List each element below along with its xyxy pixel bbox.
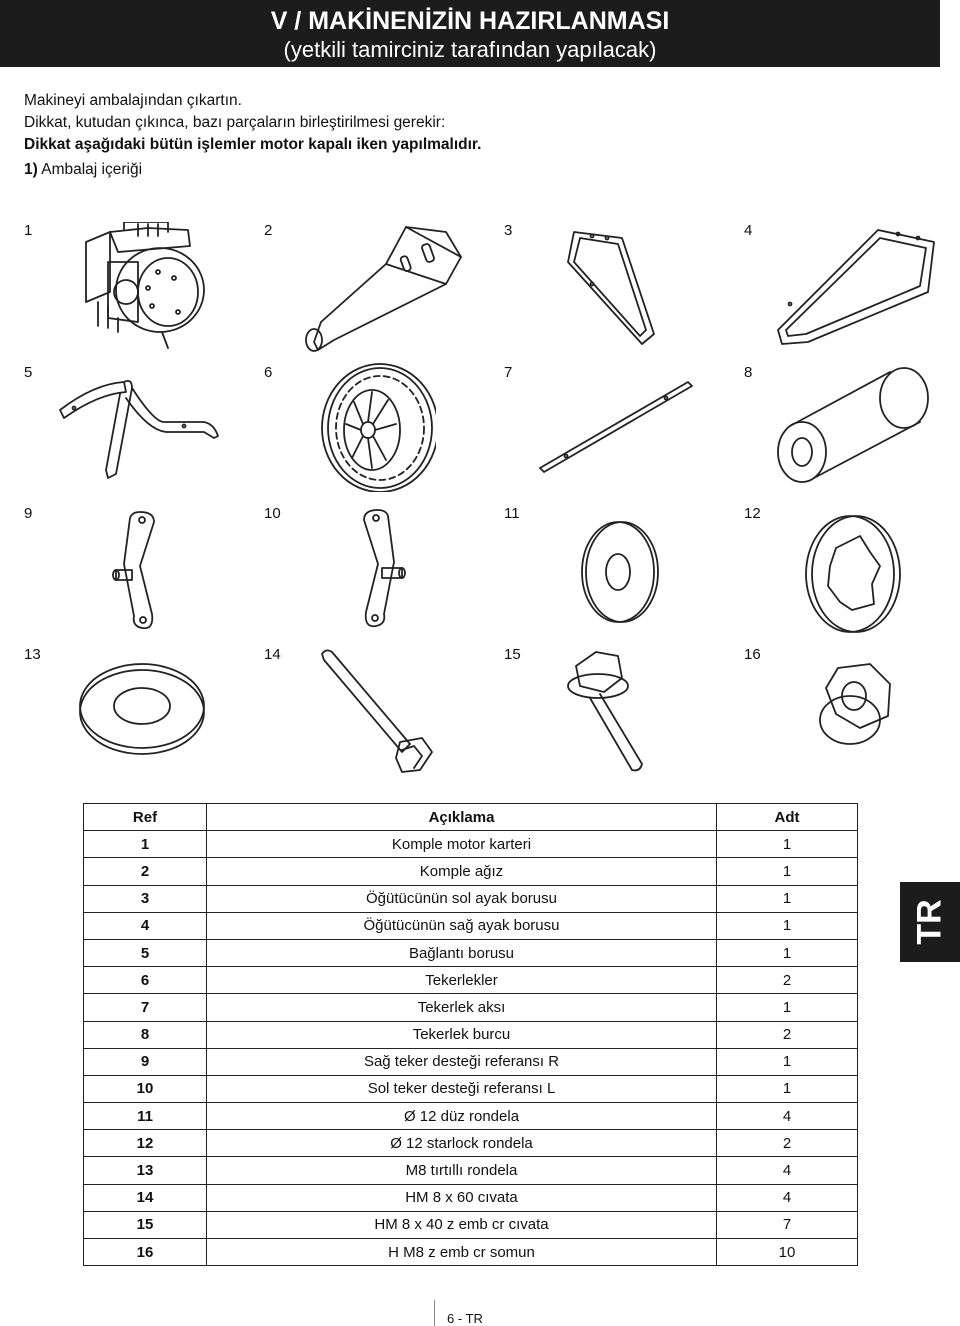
row-ref: 3 — [84, 885, 207, 912]
page-subtitle: (yetkili tamirciniz tarafından yapılacak) — [283, 37, 657, 62]
table-row — [84, 1130, 858, 1157]
page-title: V / MAKİNENİZİN HAZIRLANMASI — [270, 7, 670, 35]
section-heading — [24, 161, 142, 179]
row-ref: 16 — [84, 1239, 207, 1266]
fig-number-5: 5 — [24, 364, 33, 381]
table-row — [84, 1103, 858, 1130]
fig-number-1: 1 — [24, 222, 33, 239]
chute-drawing — [296, 222, 466, 354]
wheel-bushing-drawing — [774, 366, 934, 490]
connecting-tube-drawing — [54, 374, 220, 486]
section-title: Ambalaj içeriği — [41, 161, 143, 178]
row-ref: 13 — [84, 1157, 207, 1184]
wheel-drawing — [316, 362, 436, 492]
row-qty: 4 — [717, 1157, 858, 1184]
row-qty: 7 — [717, 1211, 858, 1238]
row-description: HM 8 x 40 z emb cr cıvata — [207, 1211, 717, 1238]
row-ref: 1 — [84, 831, 207, 858]
row-ref: 14 — [84, 1184, 207, 1211]
page-header — [0, 0, 940, 67]
fig-number-4: 4 — [744, 222, 753, 239]
row-description: Bağlantı borusu — [207, 939, 717, 966]
table-row — [84, 967, 858, 994]
table-header-row — [84, 804, 858, 831]
fig-number-14: 14 — [264, 646, 281, 663]
fig-number-15: 15 — [504, 646, 521, 663]
table-row — [84, 1184, 858, 1211]
fig-number-13: 13 — [24, 646, 41, 663]
row-ref: 7 — [84, 994, 207, 1021]
fig-number-11: 11 — [504, 505, 520, 522]
row-qty: 1 — [717, 912, 858, 939]
fig-number-12: 12 — [744, 505, 761, 522]
row-ref: 2 — [84, 858, 207, 885]
fig-number-16: 16 — [744, 646, 761, 663]
fig-number-10: 10 — [264, 505, 281, 522]
row-ref: 8 — [84, 1021, 207, 1048]
wheel-axle-drawing — [536, 376, 696, 476]
row-description: Tekerlek burcu — [207, 1021, 717, 1048]
row-qty: 1 — [717, 1048, 858, 1075]
right-wheel-support-drawing — [110, 506, 162, 634]
motor-housing-drawing — [78, 222, 213, 350]
table-row — [84, 885, 858, 912]
language-tab — [900, 882, 960, 962]
flat-washer-drawing — [578, 516, 662, 626]
flange-bolt-drawing — [566, 646, 656, 776]
row-qty: 4 — [717, 1103, 858, 1130]
row-ref: 12 — [84, 1130, 207, 1157]
bolt-hm8x60-drawing — [318, 646, 436, 776]
row-description: H M8 z emb cr somun — [207, 1239, 717, 1266]
flange-nut-drawing — [818, 660, 898, 750]
intro-warning: Dikkat aşağıdaki bütün işlemler motor kapalı iken yapılmalıdır. — [24, 136, 482, 153]
row-qty: 1 — [717, 939, 858, 966]
fig-number-8: 8 — [744, 364, 753, 381]
table-row — [84, 1048, 858, 1075]
row-description: Tekerlek aksı — [207, 994, 717, 1021]
row-qty: 2 — [717, 1021, 858, 1048]
row-description: Ø 12 düz rondela — [207, 1103, 717, 1130]
table-row — [84, 939, 858, 966]
row-qty: 1 — [717, 994, 858, 1021]
row-description: Sol teker desteği referansı L — [207, 1075, 717, 1102]
starlock-washer-drawing — [800, 512, 904, 636]
left-leg-tube-drawing — [562, 224, 662, 350]
row-description: HM 8 x 60 cıvata — [207, 1184, 717, 1211]
row-qty: 1 — [717, 831, 858, 858]
col-qty-header: Adt — [717, 804, 858, 831]
row-description: Tekerlekler — [207, 967, 717, 994]
row-description: Sağ teker desteği referansı R — [207, 1048, 717, 1075]
row-description: Komple motor karteri — [207, 831, 717, 858]
row-description: Ø 12 starlock rondela — [207, 1130, 717, 1157]
row-ref: 9 — [84, 1048, 207, 1075]
row-qty: 2 — [717, 1130, 858, 1157]
row-ref: 15 — [84, 1211, 207, 1238]
row-description: M8 tırtıllı rondela — [207, 1157, 717, 1184]
row-ref: 4 — [84, 912, 207, 939]
col-description-header: Açıklama — [207, 804, 717, 831]
row-qty: 1 — [717, 858, 858, 885]
row-qty: 1 — [717, 1075, 858, 1102]
parts-table — [83, 803, 858, 1266]
row-ref: 6 — [84, 967, 207, 994]
row-qty: 1 — [717, 885, 858, 912]
table-row — [84, 1075, 858, 1102]
table-row — [84, 1157, 858, 1184]
section-number: 1) — [24, 161, 38, 178]
table-row — [84, 912, 858, 939]
serrated-washer-drawing — [74, 656, 210, 764]
row-description: Öğütücünün sağ ayak borusu — [207, 912, 717, 939]
fig-number-2: 2 — [264, 222, 273, 239]
row-qty: 4 — [717, 1184, 858, 1211]
table-row — [84, 1239, 858, 1266]
right-leg-tube-drawing — [768, 222, 940, 350]
intro-text — [24, 90, 481, 156]
intro-line-2: Dikkat, kutudan çıkınca, bazı parçaların birleştirilmesi gerekir: — [24, 114, 446, 131]
row-description: Öğütücünün sol ayak borusu — [207, 885, 717, 912]
table-row — [84, 831, 858, 858]
page-footer: 6 - TR — [447, 1311, 483, 1326]
table-row — [84, 994, 858, 1021]
intro-line-1: Makineyi ambalajından çıkartın. — [24, 92, 242, 109]
fig-number-7: 7 — [504, 364, 513, 381]
left-wheel-support-drawing — [358, 504, 408, 632]
table-row — [84, 1211, 858, 1238]
row-qty: 10 — [717, 1239, 858, 1266]
row-ref: 10 — [84, 1075, 207, 1102]
row-description: Komple ağız — [207, 858, 717, 885]
table-row — [84, 858, 858, 885]
row-ref: 5 — [84, 939, 207, 966]
fig-number-6: 6 — [264, 364, 273, 381]
table-row — [84, 1021, 858, 1048]
language-tab-label: TR — [910, 899, 949, 945]
row-qty: 2 — [717, 967, 858, 994]
fig-number-3: 3 — [504, 222, 513, 239]
col-ref-header: Ref — [84, 804, 207, 831]
fig-number-9: 9 — [24, 505, 33, 522]
row-ref: 11 — [84, 1103, 207, 1130]
